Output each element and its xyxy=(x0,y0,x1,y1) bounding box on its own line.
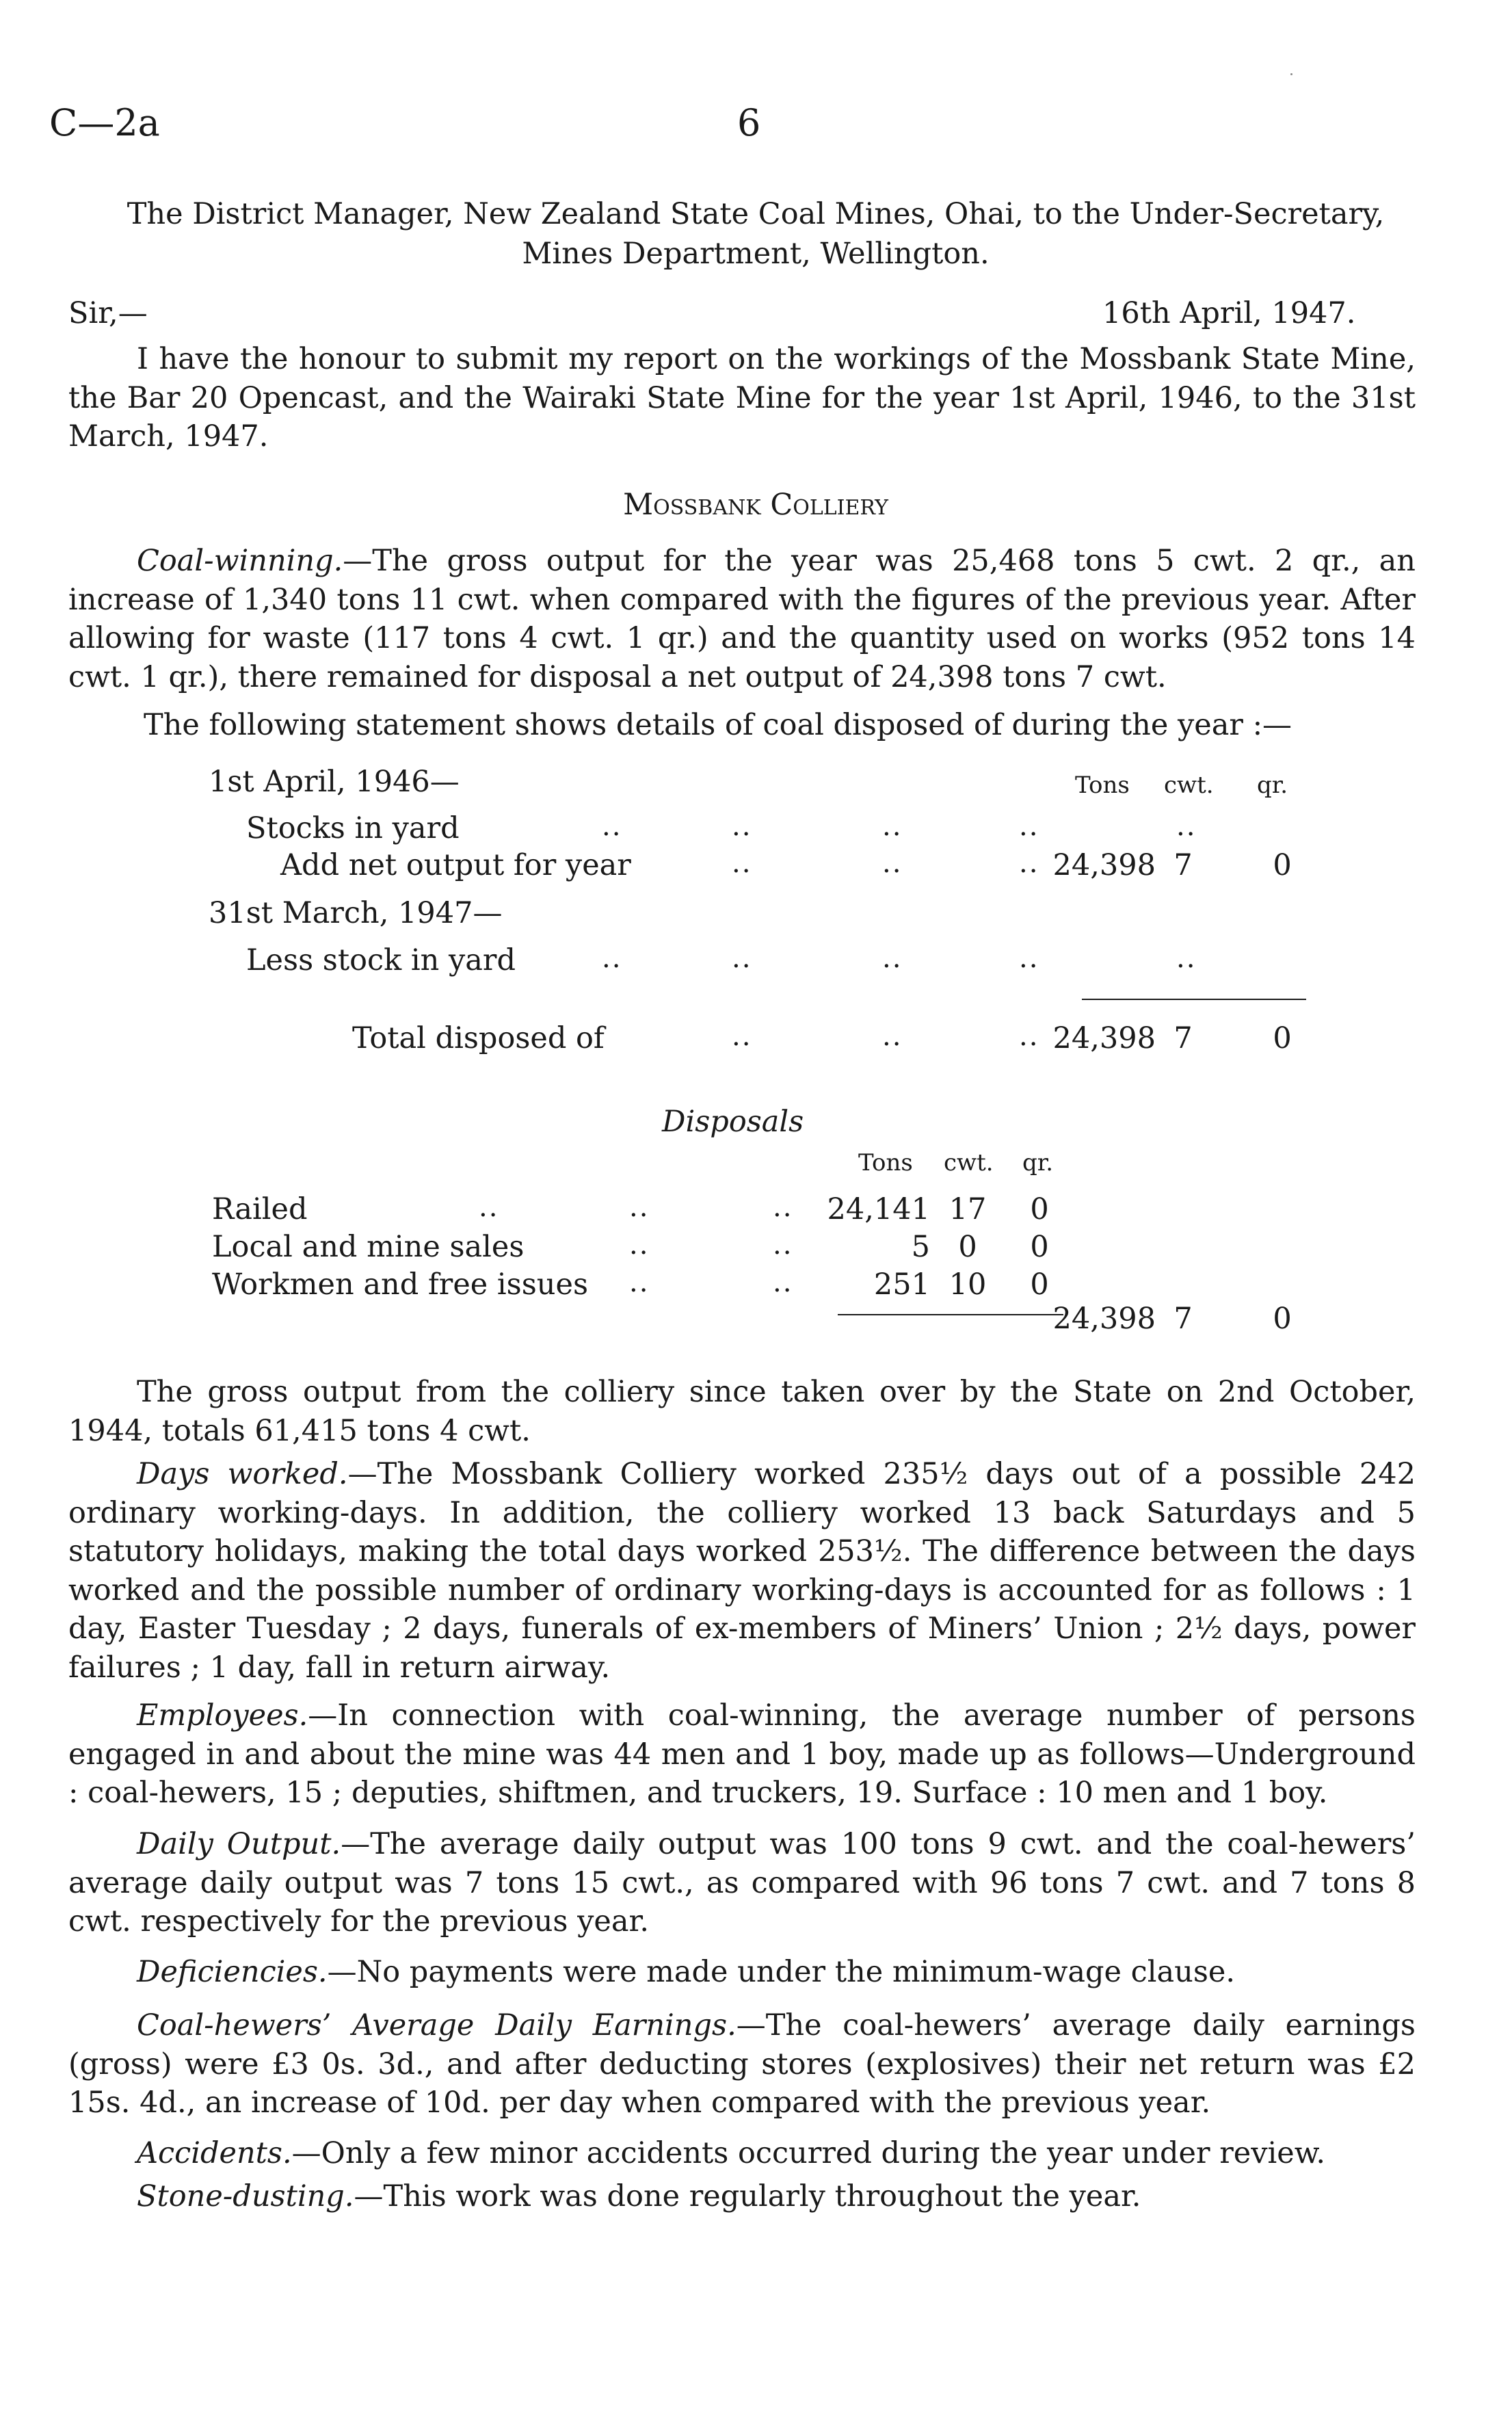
gross-output-paragraph: The gross output from the colliery since taken over by the State on 2nd October, 1944, totals 61,415 tons 4 cwt. xyxy=(68,1375,1416,1448)
disposals-total-tons: 24,398 xyxy=(1052,1302,1156,1336)
leader-dots: .. xyxy=(629,1229,650,1261)
statement-add-cwt: 7 xyxy=(1173,848,1193,882)
document-reference: C—2a xyxy=(49,101,160,144)
section-title: Mossbank Colliery xyxy=(623,488,888,522)
leader-dots: .. xyxy=(1019,811,1039,842)
disposals-row-tons: 24,141 xyxy=(827,1192,930,1226)
disposals-row-qr: 0 xyxy=(1030,1230,1049,1264)
accidents-paragraph: Accidents.—Only a few minor accidents occurred during the year under review. xyxy=(137,2136,1326,2170)
disposals-row-label: Workmen and free issues xyxy=(212,1267,589,1302)
statement-col-qr: qr. xyxy=(1257,772,1288,799)
statement-row-stocks: Stocks in yard xyxy=(246,811,460,845)
statement-row-less: Less stock in yard xyxy=(246,943,516,977)
disposals-col-cwt: cwt. xyxy=(944,1149,994,1177)
total-rule xyxy=(1082,999,1306,1000)
statement-row-total: Total disposed of xyxy=(352,1021,605,1055)
statement-total-cwt: 7 xyxy=(1173,1021,1193,1055)
leader-dots: .. xyxy=(732,943,752,974)
leader-dots: .. xyxy=(882,811,903,842)
leader-dots: .. xyxy=(773,1192,793,1223)
disposals-row-label: Railed xyxy=(212,1192,308,1226)
disposals-row-qr: 0 xyxy=(1030,1267,1049,1302)
leader-dots: .. xyxy=(882,1021,903,1052)
disposals-title: Disposals xyxy=(662,1105,804,1139)
leader-dots: .. xyxy=(882,847,903,879)
daily-output-paragraph: Daily Output.—The average daily output was 100 tons 9 cwt. and the coal-hewers’ average daily output was 7 tons 15 cwt., as compared with 96 tons 7 cwt. and 7 tons 8 cwt. respectively for the previous year. xyxy=(68,1827,1416,1939)
letter-address-line1: The District Manager, New Zealand State Coal Mines, Ohai, to the Under-Secretary, xyxy=(127,197,1385,231)
page-number: 6 xyxy=(737,101,761,144)
statement-row-add: Add net output for year xyxy=(280,848,631,882)
disposals-col-qr: qr. xyxy=(1022,1149,1054,1177)
statement-stocks-value: .. xyxy=(1176,811,1197,842)
disposals-row-cwt: 10 xyxy=(949,1267,987,1302)
disposals-total-qr: 0 xyxy=(1273,1302,1292,1336)
statement-col-tons: Tons xyxy=(1075,772,1130,799)
leader-dots: .. xyxy=(602,811,622,842)
coal-winning-paragraph: Coal-winning.—The gross output for the year was 25,468 tons 5 cwt. 2 qr., an increase of 1,340 tons 11 cwt. when compared with the figures of the previous year. After allowing for waste (117 tons 4 cwt. 1 qr.) and the quantity used on works (952 tons 14 cwt. 1 qr.), there remained for disposal a net output of 24,398 tons 7 cwt. xyxy=(68,544,1416,694)
leader-dots: .. xyxy=(773,1229,793,1261)
leader-dots: .. xyxy=(732,1021,752,1052)
disposals-col-tons: Tons xyxy=(858,1149,913,1177)
leader-dots: .. xyxy=(732,811,752,842)
statement-less-value: .. xyxy=(1176,943,1197,974)
disposals-row-cwt: 0 xyxy=(958,1230,977,1264)
statement-total-qr: 0 xyxy=(1273,1021,1292,1055)
deficiencies-paragraph: Deficiencies.—No payments were made under the minimum-wage clause. xyxy=(137,1955,1236,1989)
leader-dots: .. xyxy=(773,1267,793,1298)
statement-add-qr: 0 xyxy=(1273,848,1292,882)
intro-paragraph: I have the honour to submit my report on the workings of the Mossbank State Mine, the Bar 20 Opencast, and the Wairaki State Mine for the year 1st April, 1946, to the 31st March, 1947. xyxy=(68,342,1416,454)
disposals-row-tons: 251 xyxy=(873,1267,930,1302)
leader-dots: .. xyxy=(629,1267,650,1298)
disposals-total-cwt: 7 xyxy=(1173,1302,1193,1336)
statement-total-tons: 24,398 xyxy=(1052,1021,1156,1055)
statement-date1: 1st April, 1946— xyxy=(209,765,460,799)
statement-col-cwt: cwt. xyxy=(1164,772,1214,799)
stone-dusting-paragraph: Stone-dusting.—This work was done regularly throughout the year. xyxy=(137,2179,1141,2213)
scan-speck xyxy=(1290,73,1292,75)
statement-add-tons: 24,398 xyxy=(1052,848,1156,882)
leader-dots: .. xyxy=(1019,1021,1039,1052)
statement-date2: 31st March, 1947— xyxy=(209,896,503,930)
leader-dots: .. xyxy=(732,847,752,879)
letter-address-line2: Mines Department, Wellington. xyxy=(522,237,990,271)
statement-intro: The following statement shows details of coal disposed of during the year :— xyxy=(144,708,1292,742)
leader-dots: .. xyxy=(479,1192,499,1223)
earnings-paragraph: Coal-hewers’ Average Daily Earnings.—The coal-hewers’ average daily earnings (gross) were £3 0s. 3d., and after deducting stores (explosives) their net return was £2 15s. 4d., an increase of 10d. per day when compared with the previous year. xyxy=(68,2008,1416,2120)
leader-dots: .. xyxy=(629,1192,650,1223)
leader-dots: .. xyxy=(882,943,903,974)
disposals-row-label: Local and mine sales xyxy=(212,1230,525,1264)
disposals-row-cwt: 17 xyxy=(949,1192,987,1226)
leader-dots: .. xyxy=(602,943,622,974)
disposals-row-tons: 5 xyxy=(911,1230,930,1264)
letter-date: 16th April, 1947. xyxy=(1102,296,1356,330)
leader-dots: .. xyxy=(1019,847,1039,879)
employees-paragraph: Employees.—In connection with coal-winning, the average number of persons engaged in and about the mine was 44 men and 1 boy, made up as follows—Underground : coal-hewers, 15 ; deputies, shiftmen, and truckers, 19. Surface : 10 men and 1 boy. xyxy=(68,1698,1416,1810)
salutation: Sir,— xyxy=(68,296,148,330)
days-worked-paragraph: Days worked.—The Mossbank Colliery worked 235½ days out of a possible 242 ordinary working-days. In addition, the colliery worked 13 back Saturdays and 5 statutory holidays, making the total days worked 253½. The difference between the days worked and the possible number of ordinary working-days is accounted for as follows : 1 day, Easter Tuesday ; 2 days, funerals of ex-members of Miners’ Union ; 2½ days, power failures ; 1 day, fall in return airway. xyxy=(68,1457,1416,1685)
disposals-row-qr: 0 xyxy=(1030,1192,1049,1226)
leader-dots: .. xyxy=(1019,943,1039,974)
